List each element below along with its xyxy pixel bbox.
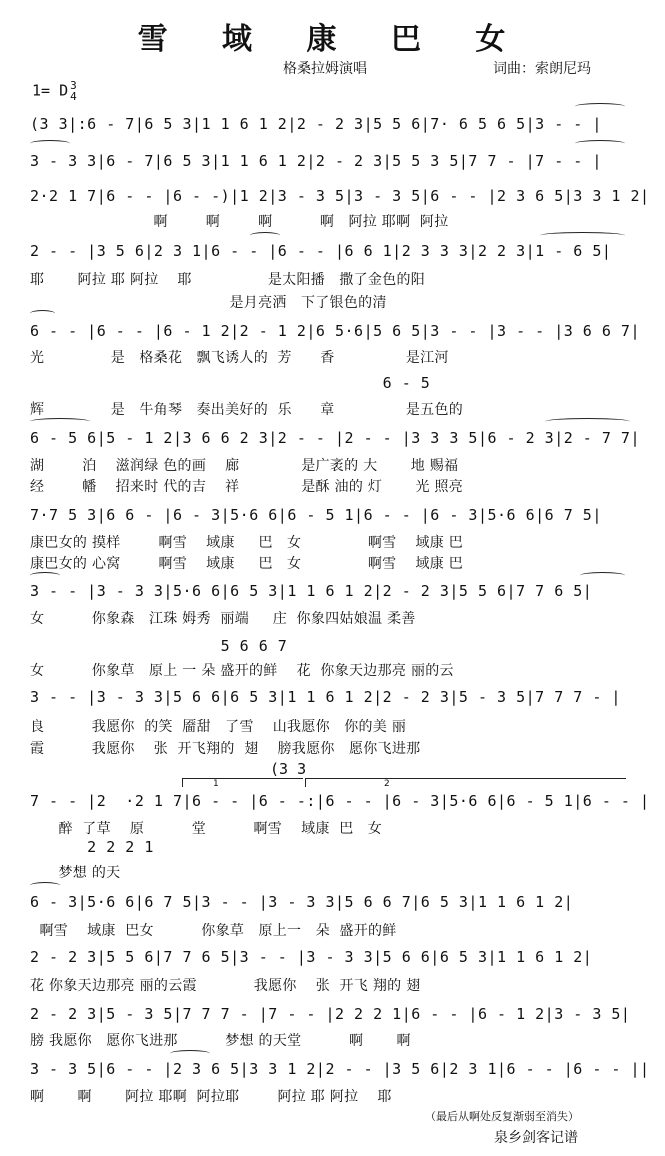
notation-row: 5 6 6 7 [30, 637, 288, 655]
notation-row: 2·2 1 7|6 - - |6 - -)|1 2|3 - 3 5|3 - 3 5|6 - - |2 3 6 5|3 3 1 2| [30, 187, 650, 205]
lyric-line: 醉 了草 原 堂 啊雪 域康 巴 女 [30, 821, 383, 837]
slur-mark [30, 310, 55, 317]
notation-row: 2 - - |3 5 6|2 3 1|6 - - |6 - - |6 6 1|2 3 3 3|2 2 3|1 - 6 5| [30, 242, 612, 260]
time-top: 3 [70, 79, 77, 92]
slur-mark [30, 572, 60, 579]
lyric-line: 膀 我愿你 愿你飞进那 梦想 的天堂 啊 啊 [30, 1033, 411, 1049]
notation-row: 3 - 3 3|6 - 7|6 5 3|1 1 6 1 2|2 - 2 3|5 5 3 5|7 7 - |7 - - | [30, 152, 602, 170]
volta-first-label: 1 [213, 779, 219, 789]
lyric-line: 啊 啊 啊 啊 阿拉 耶啊 阿拉 [30, 214, 449, 230]
notation-row: 2 - 2 3|5 5 6|7 7 6 5|3 - - |3 - 3 3|5 6 6|6 5 3|1 1 6 1 2| [30, 948, 593, 966]
lyric-line: 康巴女的 摸样 啊雪 域康 巴 女 啊雪 域康 巴 [30, 535, 464, 551]
volta-second-label: 2 [384, 779, 390, 789]
slur-mark [540, 232, 625, 239]
slur-mark [30, 882, 60, 889]
performance-note: （最后从啊处反复渐弱至消失） [425, 1110, 579, 1123]
lyricist-composer-credit: 词曲：索朗尼玛 [493, 61, 591, 77]
lyric-line: 女 你象草 原上 一 朵 盛开的鲜 花 你象天边那亮 丽的云 [30, 663, 454, 679]
slur-mark [580, 572, 625, 579]
notation-row: 6 - - |6 - - |6 - 1 2|2 - 1 2|6 5·6|5 6 5|3 - - |3 - - |3 6 6 7| [30, 322, 640, 340]
lyric-line: 是月亮洒 下了银色的清 [30, 295, 387, 311]
notation-row: 3 - - |3 - 3 3|5·6 6|6 5 3|1 1 6 1 2|2 - 2 3|5 5 6|7 7 6 5| [30, 582, 593, 600]
lyric-line: 辉 是 牛角琴 奏出美好的 乐 章 是五色的 [30, 402, 464, 418]
key-signature [32, 80, 77, 102]
notation-row: 2 - 2 3|5 - 3 5|7 7 7 - |7 - - |2 2 2 1|6 - - |6 - 1 2|3 - 3 5| [30, 1005, 631, 1023]
volta-pickup: (3 3 [270, 760, 307, 778]
lyric-line: 啊 啊 阿拉 耶啊 阿拉耶 阿拉 耶 阿拉 耶 [30, 1089, 392, 1105]
volta-first-ending [182, 778, 303, 787]
lyric-line: 经 幡 招来时 代的吉 祥 是酥 油的 灯 光 照亮 [30, 479, 464, 495]
notation-row: 7·7 5 3|6 6 - |6 - 3|5·6 6|6 - 5 1|6 - - |6 - 3|5·6 6|6 7 5| [30, 506, 602, 524]
notation-row: 3 - - |3 - 3 3|5 6 6|6 5 3|1 1 6 1 2|2 - 2 3|5 - 3 5|7 7 7 - | [30, 688, 621, 706]
song-title: 雪 域 康 巴 女 [137, 22, 528, 57]
lyric-line: 花 你象天边那亮 丽的云霞 我愿你 张 开飞 翔的 翅 [30, 978, 421, 994]
notation-row: (3 3|:6 - 7|6 5 3|1 1 6 1 2|2 - 2 3|5 5 6|7· 6 5 6 5|3 - - | [30, 115, 602, 133]
volta-second-ending [305, 778, 626, 787]
notation-row: 2 2 2 1 [30, 838, 154, 856]
lyric-line: 良 我愿你 的笑 靥甜 了雪 山我愿你 你的美 丽 [30, 719, 407, 735]
lyric-line: 耶 阿拉 耶 阿拉 耶 是太阳播 撒了金色的阳 [30, 272, 426, 288]
slur-mark [575, 140, 625, 147]
notation-row: 6 - 5 6|5 - 1 2|3 6 6 2 3|2 - - |2 - - |3 3 3 5|6 - 2 3|2 - 7 7| [30, 429, 640, 447]
lyric-line: 康巴女的 心窝 啊雪 域康 巴 女 啊雪 域康 巴 [30, 556, 464, 572]
singer-credit: 格桑拉姆演唱 [283, 61, 367, 77]
transcriber-credit: 泉乡剑客记谱 [494, 1130, 578, 1146]
slur-mark [30, 418, 90, 425]
lyric-line: 女 你象森 江珠 姆秀 丽端 庄 你象四姑娘温 柔善 [30, 611, 416, 627]
notation-row: 6 - 5 [30, 374, 431, 392]
lyric-line: 光 是 格桑花 飘飞诱人的 芳 香 是江河 [30, 350, 449, 366]
slur-mark [545, 418, 630, 425]
notation-row: 7 - - |2 ·2 1 7|6 - - |6 - -:|6 - - |6 - 3|5·6 6|6 - 5 1|6 - - | [30, 792, 650, 810]
time-signature [70, 80, 77, 102]
lyric-line: 梦想 的天 [30, 865, 121, 881]
lyric-line: 湖 泊 滋润绿 色的画 廊 是广袤的 大 地 赐福 [30, 458, 459, 474]
slur-mark [30, 140, 70, 147]
notation-row: 6 - 3|5·6 6|6 7 5|3 - - |3 - 3 3|5 6 6 7|6 5 3|1 1 6 1 2| [30, 893, 574, 911]
slur-mark [575, 103, 625, 110]
lyric-line: 霞 我愿你 张 开飞翔的 翅 膀我愿你 愿你飞进那 [30, 741, 421, 757]
lyric-line: 啊雪 域康 巴女 你象草 原上一 朵 盛开的鲜 [30, 923, 397, 939]
time-bottom: 4 [70, 90, 77, 103]
key-label: 1= D [32, 81, 69, 100]
notation-row: 3 - 3 5|6 - - |2 3 6 5|3 3 1 2|2 - - |3 5 6|2 3 1|6 - - |6 - - || [30, 1060, 650, 1078]
slur-mark [170, 1050, 210, 1057]
slur-mark [250, 232, 280, 239]
